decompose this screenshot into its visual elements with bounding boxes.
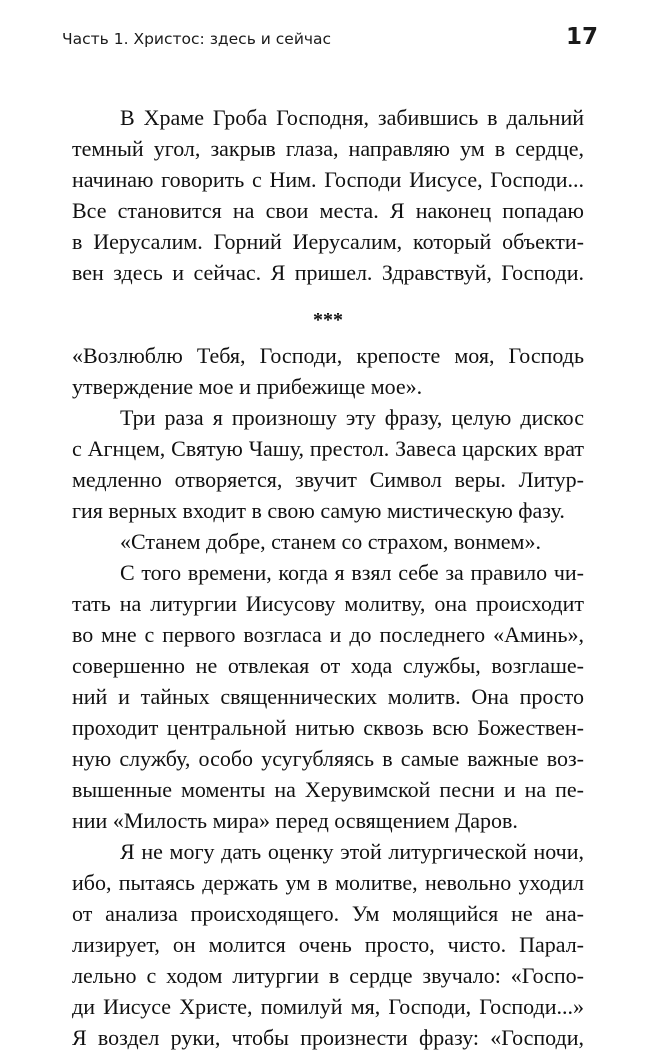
running-header: Часть 1. Христос: здесь и сейчас xyxy=(62,30,332,48)
text-line: С того времени, когда я взял себе за правило чи- xyxy=(120,560,584,585)
text-line: во мне с первого возгласа и до последнего «Аминь», xyxy=(72,622,584,647)
text-line: «Станем добре, станем со страхом, вонмем». xyxy=(120,529,541,554)
text-line: медленно отворяется, звучит Символ веры. Литур- xyxy=(72,467,584,492)
text-line: с Агнцем, Святую Чашу, престол. Завеса царских врат xyxy=(72,436,584,461)
page-number: 17 xyxy=(565,24,598,50)
section-separator: *** xyxy=(313,309,343,331)
text-line: вышенные моменты на Херувимской песни и на пе- xyxy=(72,777,584,802)
text-line: от анализа происходящего. Ум молящийся не ана- xyxy=(72,901,584,926)
text-line: «Возлюблю Тебя, Господи, крепосте моя, Господь xyxy=(72,343,584,368)
text-line: ний и тайных священнических молитв. Она просто xyxy=(72,684,584,709)
text-line: В Храме Гроба Господня, забившись в дальний xyxy=(120,105,584,130)
text-line: Я воздел руки, чтобы произнести фразу: «Господи, xyxy=(72,1025,584,1050)
text-line: гия верных входит в свою самую мистическую фазу. xyxy=(72,498,565,523)
text-line: темный угол, закрыв глаза, направляю ум в сердце, xyxy=(72,136,584,161)
text-line: лизирует, он молится очень просто, чисто. Парал- xyxy=(72,932,584,957)
text-line: ди Иисусе Христе, помилуй мя, Господи, Господи...» xyxy=(72,994,584,1019)
text-line: Три раза я произношу эту фразу, целую дискос xyxy=(120,405,584,430)
text-line: ную службу, особо усугубляясь в самые важные воз- xyxy=(72,746,584,771)
body-text xyxy=(72,102,584,1053)
text-line: тать на литургии Иисусову молитву, она происходит xyxy=(72,591,584,616)
text-line: в Иерусалим. Горний Иерусалим, который объекти- xyxy=(72,229,584,254)
text-line: утверждение мое и прибежище мое». xyxy=(72,374,423,399)
text-line: проходит центральной нитью сквозь всю Божествен- xyxy=(72,715,584,740)
text-line: нии «Милость мира» перед освящением Даров. xyxy=(72,808,518,833)
text-line: лельно с ходом литургии в сердце звучало: «Госпо- xyxy=(72,963,584,988)
text-line: совершенно не отвлекая от хода службы, возглаше- xyxy=(72,653,584,678)
text-line: ибо, пытаясь держать ум в молитве, невольно уходил xyxy=(72,870,584,895)
text-line: вен здесь и сейчас. Я пришел. Здравствуй, Господи. xyxy=(72,260,584,285)
text-line: начинаю говорить с Ним. Господи Иисусе, Господи... xyxy=(72,167,584,192)
text-line: Все становится на свои места. Я наконец попадаю xyxy=(72,198,584,223)
text-line: Я не могу дать оценку этой литургической ночи, xyxy=(120,839,584,864)
